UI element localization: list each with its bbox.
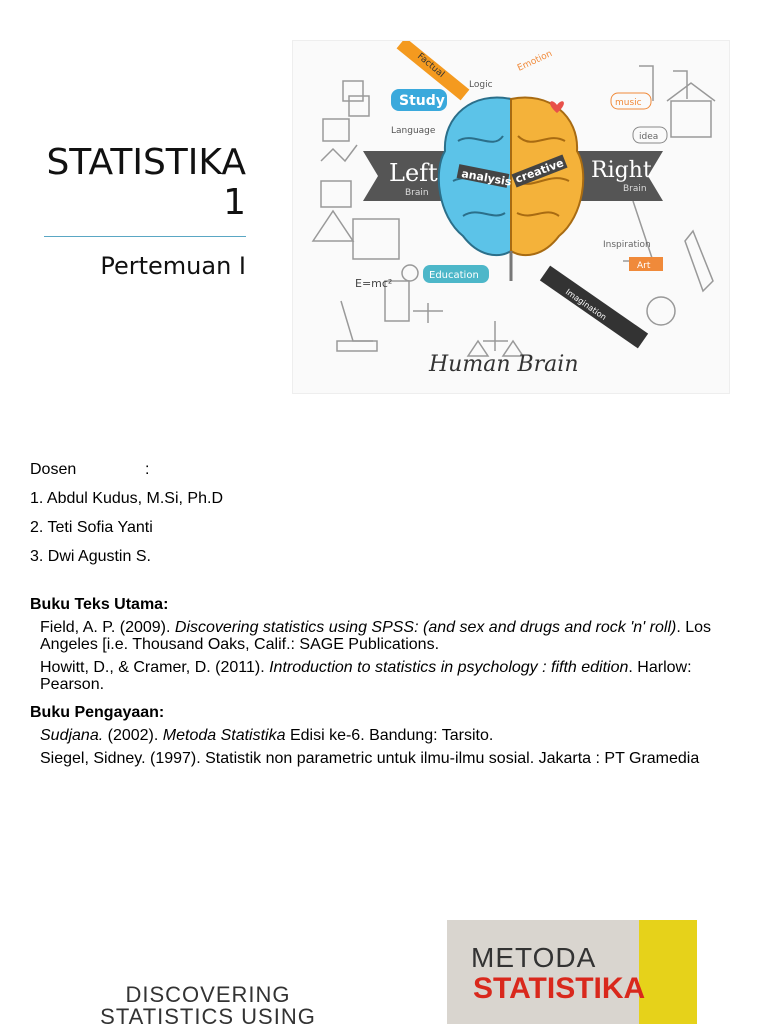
dosen-item: 1. Abdul Kudus, M.Si, Ph.D xyxy=(30,489,223,507)
dosen-item: 3. Dwi Agustin S. xyxy=(30,547,151,565)
emotion-label: Emotion xyxy=(516,48,554,74)
buku-pengayaan-heading: Buku Pengayaan: xyxy=(30,704,165,721)
factual-label: Factual xyxy=(415,51,447,80)
art-label: Art xyxy=(637,261,651,271)
logic-label: Logic xyxy=(469,80,493,90)
book-cover-title: DISCOVERING STATISTICS USING xyxy=(100,982,316,1024)
book-cover-title-line1: METODA xyxy=(471,942,597,973)
idea-label: idea xyxy=(639,132,659,142)
reference-item: Sudjana. (2002). Metoda Statistika Edisi ke-6. Bandung: Tarsito. xyxy=(40,727,494,744)
book-cover-discovering-statistics xyxy=(62,896,354,1024)
title-divider xyxy=(44,236,246,237)
dosen-heading xyxy=(30,455,745,484)
reference-item: Field, A. P. (2009). Discovering statistics using SPSS: (and sex and drugs and rock 'n' roll). Los Angeles [i.e. Thousand Oaks, Calif.: SAGE Publications. xyxy=(40,619,712,653)
title-line-1: STATISTIKA xyxy=(46,142,246,183)
formula-label: E=mc² xyxy=(355,277,393,290)
book-spine-yellow xyxy=(639,920,697,1024)
human-brain-illustration xyxy=(292,40,730,394)
creative-label: creative xyxy=(513,156,566,186)
music-label: music xyxy=(615,98,642,108)
imagination-label: Imagination xyxy=(563,287,609,322)
slide-title xyxy=(6,143,246,223)
course-info xyxy=(30,455,745,773)
left-brain-label: Left xyxy=(389,159,438,187)
dosen-label: Dosen xyxy=(30,460,77,478)
slide-subtitle: Pertemuan I xyxy=(100,252,246,280)
title-line-2: 1 xyxy=(223,182,246,223)
brain-drawing xyxy=(439,98,583,281)
study-label: Study xyxy=(399,93,445,109)
dosen-colon: : xyxy=(145,460,150,478)
book-cover-title-line2: STATISTIKA xyxy=(473,972,646,1005)
education-label: Education xyxy=(429,270,479,281)
dosen-item: 2. Teti Sofia Yanti xyxy=(30,518,153,536)
right-brain-label: Right xyxy=(591,158,652,183)
inspiration-label: Inspiration xyxy=(603,240,651,250)
reference-item: Siegel, Sidney. (1997). Statistik non parametric untuk ilmu-ilmu sosial. Jakarta : PT Gramedia xyxy=(40,750,700,767)
book-cover-metoda-statistika xyxy=(447,920,697,1024)
right-brain-sub: Brain xyxy=(623,184,647,194)
language-label: Language xyxy=(391,126,436,136)
left-brain-sub: Brain xyxy=(405,188,429,198)
human-brain-caption: Human Brain xyxy=(429,352,579,377)
buku-utama-heading: Buku Teks Utama: xyxy=(30,596,169,613)
reference-item: Howitt, D., & Cramer, D. (2011). Introduction to statistics in psychology : fifth edition. Harlow: Pearson. xyxy=(40,659,692,693)
analysis-label: analysis xyxy=(460,167,513,189)
